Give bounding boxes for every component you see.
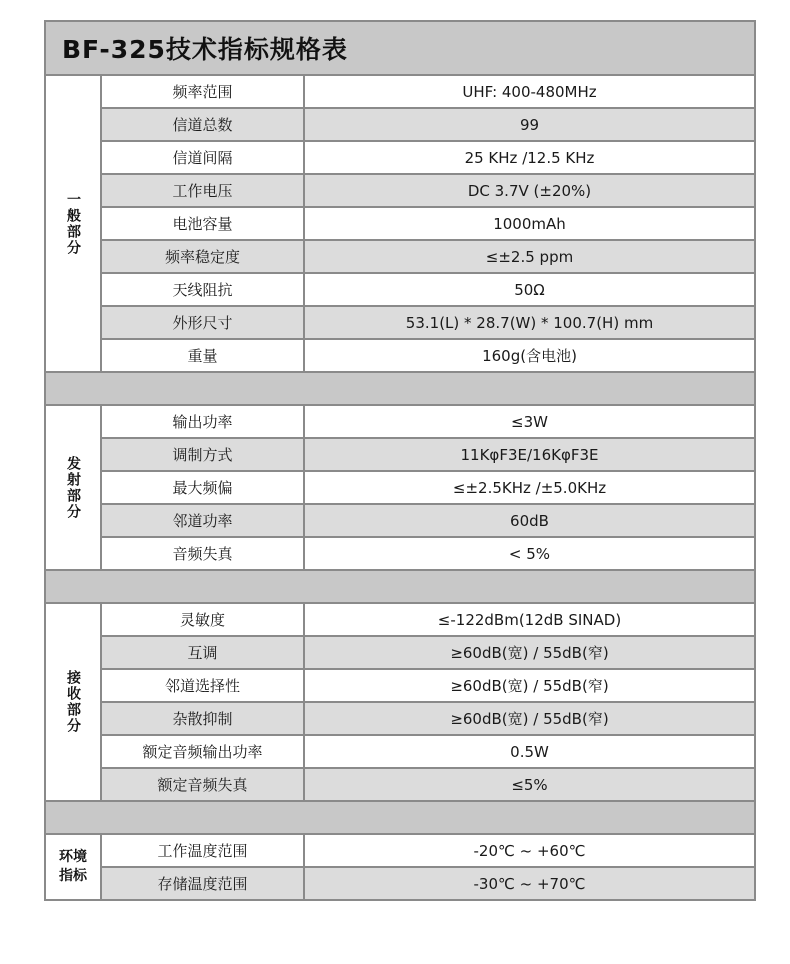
param-value: UHF: 400-480MHz [462,82,597,101]
section-transmit [46,406,754,571]
param-value: -20℃ ~ +60℃ [473,841,586,860]
section-general [46,76,754,373]
table-row [102,340,754,371]
param-name: 调制方式 [102,439,305,470]
param-name: 邻道功率 [102,505,305,536]
param-name: 音频失真 [102,538,305,569]
section-label [46,76,102,371]
table-row [102,835,754,868]
table-row [102,637,754,670]
section-rows [102,406,754,569]
param-value: 50Ω [514,280,545,299]
section-label [46,406,102,569]
param-name: 额定音频失真 [102,769,305,800]
param-name: 外形尺寸 [102,307,305,338]
section-rows [102,604,754,800]
param-name: 灵敏度 [102,604,305,635]
table-row [102,670,754,703]
param-value: ≤5% [511,775,548,794]
table-row [102,472,754,505]
section-label [46,604,102,800]
table-row [102,109,754,142]
param-value: -30℃ ~ +70℃ [473,874,586,893]
param-value: 1000mAh [493,214,566,233]
section-rows [102,76,754,371]
table-row [102,142,754,175]
param-name: 工作电压 [102,175,305,206]
section-rows [102,835,754,899]
param-name: 频率范围 [102,76,305,107]
table-row [102,76,754,109]
table-row [102,703,754,736]
param-value: < 5% [508,544,551,563]
section-label-text: 接收部分 [65,670,81,734]
param-value: 53.1(L) * 28.7(W) * 100.7(H) mm [405,313,654,332]
param-value: 160g(含电池) [482,347,577,365]
param-name: 电池容量 [102,208,305,239]
param-name: 输出功率 [102,406,305,437]
section-label [46,835,102,899]
table-row [102,175,754,208]
param-name: 频率稳定度 [102,241,305,272]
param-value: ≥60dB(宽) / 55dB(窄) [450,710,609,728]
table-row [102,769,754,800]
table-row [102,736,754,769]
param-name: 杂散抑制 [102,703,305,734]
table-row [102,241,754,274]
table-row [102,208,754,241]
title-bar [46,22,754,76]
param-value: 99 [519,115,540,134]
param-name: 信道总数 [102,109,305,140]
spec-sheet [44,20,756,901]
param-name: 互调 [102,637,305,668]
table-row [102,505,754,538]
section-divider [46,373,754,406]
section-label-text: 发射部分 [65,455,81,520]
param-name: 天线阻抗 [102,274,305,305]
param-name: 邻道选择性 [102,670,305,701]
section-receive [46,604,754,802]
param-value: ≤±2.5KHz /±5.0KHz [452,478,607,497]
param-value: ≥60dB(宽) / 55dB(窄) [450,644,609,662]
param-value: DC 3.7V (±20%) [467,181,592,200]
table-row [102,538,754,569]
section-environment [46,835,754,899]
param-name: 最大频偏 [102,472,305,503]
param-name: 存储温度范围 [102,868,305,899]
section-label-text: 一般部分 [65,191,81,256]
param-name: 额定音频输出功率 [102,736,305,767]
param-value: 60dB [510,511,549,530]
param-value: 0.5W [510,742,549,761]
param-name: 重量 [102,340,305,371]
param-value: ≥60dB(宽) / 55dB(窄) [450,677,609,695]
table-row [102,406,754,439]
page-title: BF-325技术指标规格表 [62,35,348,64]
table-row [102,439,754,472]
table-row [102,604,754,637]
param-value: ≤-122dBm(12dB SINAD) [437,610,622,629]
param-name: 工作温度范围 [102,835,305,866]
table-row [102,274,754,307]
param-value: 25 KHz /12.5 KHz [464,148,595,167]
param-name: 信道间隔 [102,142,305,173]
section-divider [46,571,754,604]
section-divider [46,802,754,835]
table-row [102,307,754,340]
param-value: 11KφF3E/16KφF3E [460,445,599,464]
param-value: ≤3W [511,412,548,431]
table-row [102,868,754,899]
section-label-text: 环境指标 [59,849,87,884]
param-value: ≤±2.5 ppm [485,247,574,266]
